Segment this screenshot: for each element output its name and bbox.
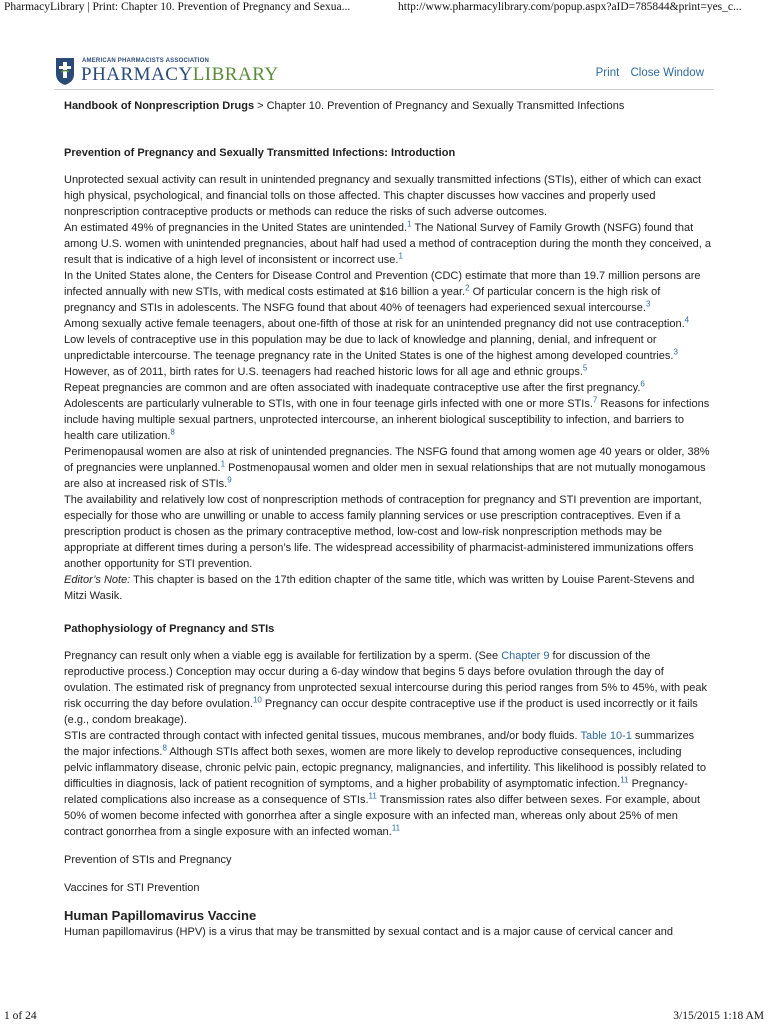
paragraph: Among sexually active female teenagers, about one-fifth of those at risk for an unintended pregnancy did not use contraception.$^4$ Low levels of contraceptive use in this population may be due to lack of knowledge and planning, denial, and infrequent or unpredictable intercourse. The teenage pregnancy rate in the United States is one of the highest among developed countries.$^3$ However, as of 2011, birth rates for U.S. teenagers had reached historic lows for all age and ethnic groups.$^5$ xyxy=(64,315,690,378)
reference-link[interactable]: 1 xyxy=(407,219,412,229)
editors-note: Editor’s Note: This chapter is based on the 17th edition chapter of the same title, which was written by Louise Parent-Stevens and Mitzi Wasik. xyxy=(64,574,695,602)
paragraph: Adolescents are particularly vulnerable to STIs, with one in four teenage girls infected with one or more STIs.$^7$ Reasons for infections include having multiple sexual partners, unprotected intercourse, an inherent biological susceptibility to infection, and barriers to health care utilization.$^8$ xyxy=(64,395,710,442)
paragraph: Human papillomavirus (HPV) is a virus that may be transmitted by sexual contact and is a major cause of cervical cancer and xyxy=(64,926,673,938)
subsection-heading-vaccines: Vaccines for STI Prevention xyxy=(64,882,200,894)
print-link[interactable]: Print xyxy=(595,67,620,79)
reference-link[interactable]: 1 xyxy=(220,459,226,469)
reference-link[interactable]: 10 xyxy=(252,695,262,705)
reference-link[interactable]: 5 xyxy=(582,363,588,373)
print-footer xyxy=(0,1008,768,1024)
subsection-heading-prevention: Prevention of STIs and Pregnancy xyxy=(64,854,232,866)
section-heading-hpv-vaccine: Human Papillomavirus Vaccine xyxy=(64,908,257,923)
reference-link[interactable]: 11 xyxy=(620,775,629,785)
section-heading-pathophysiology: Pathophysiology of Pregnancy and STIs xyxy=(64,623,275,635)
paragraph: Unprotected sexual activity can result in unintended pregnancy and sexually transmitted infections (STIs), either of which can exact high physical, psychological, and financial tolls on those affected. This chapter discusses how vaccines and properly used nonprescription contraceptive products or methods can reduce the risks of such adverse outcomes. xyxy=(64,174,702,218)
reference-link[interactable]: 6 xyxy=(640,379,645,389)
header-divider xyxy=(54,89,714,90)
reference-link[interactable]: 3 xyxy=(645,299,651,309)
reference-link[interactable]: 1 xyxy=(398,251,403,261)
logo-org-name: AMERICAN PHARMACISTS ASSOCIATION xyxy=(82,58,210,64)
reference-link[interactable]: 8 xyxy=(170,427,175,437)
chapter-9-link[interactable]: Chapter 9 xyxy=(501,650,550,662)
article-content xyxy=(64,146,712,940)
print-page-url: http://www.pharmacylibrary.com/popup.aspx?aID=785844&print=yes_c... xyxy=(398,1,742,13)
print-datetime: 3/15/2015 1:18 AM xyxy=(673,1010,764,1022)
breadcrumb-separator: > xyxy=(254,100,267,112)
reference-link[interactable]: 11 xyxy=(368,791,377,801)
breadcrumb-chapter: Chapter 10. Prevention of Pregnancy and Sexually Transmitted Infections xyxy=(266,100,625,112)
reference-link[interactable]: 3 xyxy=(673,347,678,357)
section-heading-introduction: Prevention of Pregnancy and Sexually Transmitted Infections: Introduction xyxy=(64,147,456,159)
reference-link[interactable]: 11 xyxy=(391,823,401,833)
breadcrumb-book[interactable]: Handbook of Nonprescription Drugs xyxy=(64,100,255,112)
breadcrumb xyxy=(64,100,624,112)
paragraph: Pregnancy can result only when a viable egg is available for fertilization by a sperm. (See Chapter 9 for discussion of the reproductive process.) Conception may occur during a 6-day window that begins 5 days before ovulation through the day of ovulation. The estimated risk of pregnancy from unprotected sexual intercourse during this period ranges from 5% to 45%, with peak risk occurring the day before ovulation.$^{10}$ Pregnancy can occur despite contraceptive use if the product is used incorrectly or it fails (e.g., condom breakage). xyxy=(64,650,708,726)
reference-link[interactable]: 2 xyxy=(465,283,470,293)
table-10-1-link[interactable]: Table 10-1 xyxy=(580,730,632,742)
print-header xyxy=(0,0,768,16)
paragraph: In the United States alone, the Centers for Disease Control and Prevention (CDC) estimate that more than 19.7 million persons are infected annually with new STIs, with medical costs estimated at $16 billion a year.$^2$ Of particular concern is the high risk of pregnancy and STIs in adolescents. The NSFG found that about 40% of teenagers had experienced sexual intercourse.$^3$ xyxy=(64,270,701,314)
apha-shield-icon xyxy=(54,56,76,91)
page-number: 1 of 24 xyxy=(4,1010,37,1022)
top-links xyxy=(588,67,704,79)
reference-link[interactable]: 8 xyxy=(162,743,167,753)
paragraph: Repeat pregnancies are common and are often associated with inadequate contraceptive use after the first pregnancy.$^6$ xyxy=(64,379,645,394)
paragraph: Perimenopausal women are also at risk of unintended pregnancies. The NSFG found that among women age 40 years or older, 38% of pregnancies were unplanned.$^1$ Postmenopausal women and older men in sexual relationships that are not mutually monogamous are also at increased risk of STIs.$^9$ xyxy=(64,446,710,490)
close-window-link[interactable]: Close Window xyxy=(630,67,704,79)
reference-link[interactable]: 9 xyxy=(227,475,232,485)
reference-link[interactable]: 4 xyxy=(684,315,690,325)
paragraph: The availability and relatively low cost of nonprescription methods of contraception for pregnancy and STI prevention are important, especially for those who are unwilling or unable to access family planning services or use prescription contraceptives. Even if a prescription product is chosen as the primary contraceptive method, low-cost and low-risk nonprescription methods may be appropriate at different times during a person’s life. The widespread accessibility of pharmacist-administered immunizations offers another opportunity for STI prevention. xyxy=(64,494,702,570)
print-page-title: PharmacyLibrary | Print: Chapter 10. Prevention of Pregnancy and Sexua... xyxy=(4,1,351,13)
paragraph: STIs are contracted through contact with infected genital tissues, mucous membranes, and/or body fluids. Table 10-1 summarizes the major infections.$^8$ Although STIs affect both sexes, women are more likely to develop reproductive consequences, including pelvic inflammatory disease, chronic pelvic pain, ectopic pregnancy, malignancies, and infertility. This likelihood is possibly related to difficulties in diagnosis, lack of patient recognition of symptoms, and a higher probability of asymptomatic infection.$^{11}$ Pregnancy-related complications also increase as a consequence of STIs.$^{11}$ Transmission rates also differ between sexes. For example, about 50% of women become infected with gonorrhea after a single exposure with an infected man, whereas only about 25% of men contract gonorrhea from a single exposure with an infected woman.$^{11}$ xyxy=(64,730,706,838)
logo-brand: PHARMACYLIBRARY xyxy=(81,64,279,85)
paragraph: An estimated 49% of pregnancies in the United States are unintended.$^1$ The National Survey of Family Growth (NSFG) found that among U.S. women with unintended pregnancies, about half had used a method of contraception during the month they conceived, a result that is indicative of a high level of inconsistent or incorrect use.$^1$ xyxy=(64,219,711,266)
reference-link[interactable]: 7 xyxy=(592,395,598,405)
